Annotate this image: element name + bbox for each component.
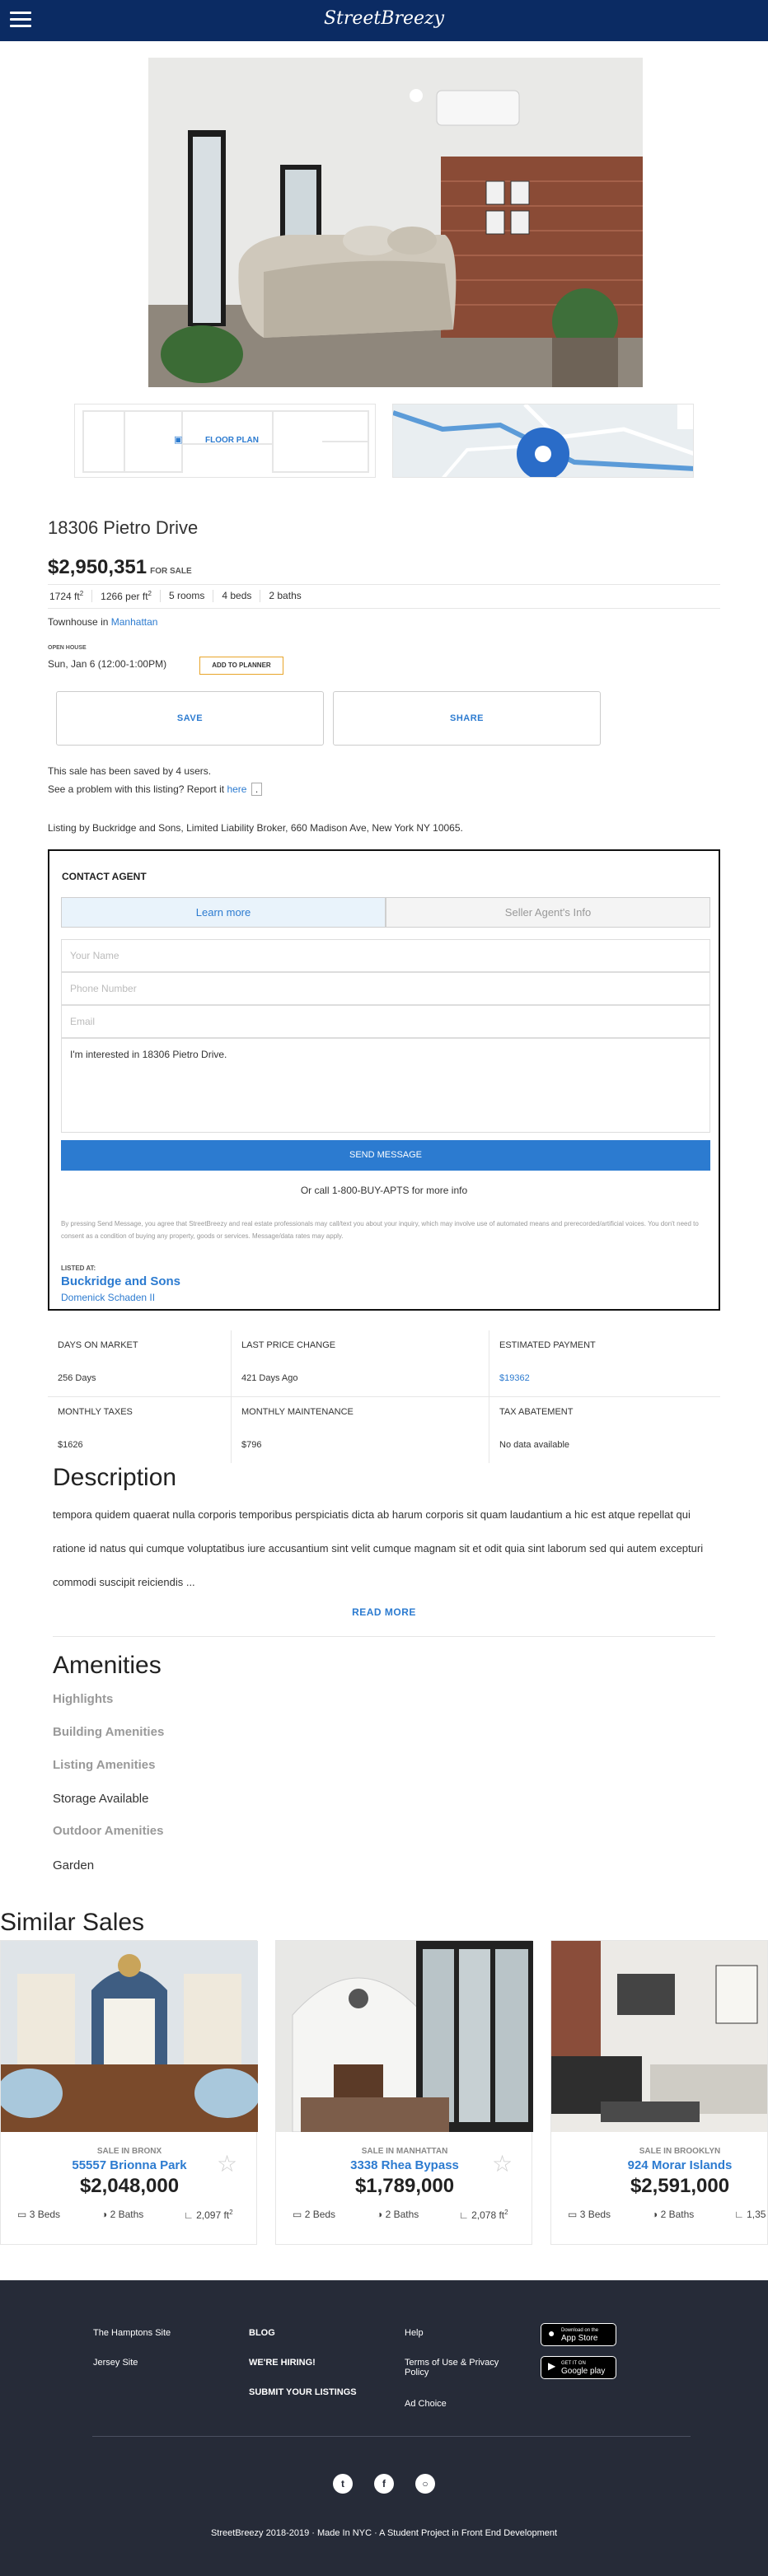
similar-sale-card[interactable] xyxy=(275,1940,532,2245)
amenities-heading: Amenities xyxy=(53,1652,162,1679)
listing-facts-grid xyxy=(48,1330,720,1464)
footer-blog-link[interactable]: BLOG xyxy=(249,2328,275,2338)
tab-seller-agent-info[interactable]: Seller Agent's Info xyxy=(386,897,710,928)
card-beds: ▭ 3 Beds xyxy=(17,2209,61,2220)
stat-sqft: 1724 $ft^2$ xyxy=(49,590,84,602)
description-heading: Description xyxy=(53,1464,177,1491)
email-input[interactable]: Email xyxy=(61,1005,710,1038)
add-to-planner-button[interactable]: ADD TO PLANNER xyxy=(199,657,283,675)
stat-baths: 2 baths xyxy=(260,590,309,602)
footer-hamptons-link[interactable]: The Hamptons Site xyxy=(93,2328,171,2338)
ruler-icon: ∟ xyxy=(459,2209,469,2221)
card-price: $2,048,000 xyxy=(79,2175,180,2197)
google-play-badge[interactable]: ▶ GET IT ON Google play xyxy=(541,2356,616,2379)
price-value: $2,950,351 xyxy=(48,556,148,578)
instagram-icon[interactable]: ○ xyxy=(415,2474,435,2494)
favorite-star-icon[interactable]: ☆ xyxy=(492,2151,513,2176)
card-price: $1,789,000 xyxy=(354,2175,455,2197)
map-thumbnail[interactable] xyxy=(392,404,694,478)
contact-agent-panel xyxy=(48,849,720,1311)
save-button[interactable]: SAVE xyxy=(56,691,324,746)
borough-link[interactable]: Manhattan xyxy=(110,616,158,628)
agent-link[interactable]: Domenick Schaden II xyxy=(61,1292,156,1303)
bedroom-photo-illustration xyxy=(148,58,643,387)
listed-at-label: LISTED AT: xyxy=(61,1265,96,1272)
card-sqft: ∟ 2,097 $ft^2$ xyxy=(184,2209,233,2221)
apple-icon: ● xyxy=(548,2326,555,2340)
fact-tax-abatement: TAX ABATEMENT No data available xyxy=(489,1397,720,1463)
description-text: tempora quidem quaerat nulla corporis temporibus perspiciatis dicta ab harum corporis sit quam laudantium a hic est atque repellat qui ratione id natus qui cumque voluptatibus iure accusantium sint velit cumque magnam sit et odit quia sint laborum sed qui autem excepturi commodi suscipit reiciendis ... xyxy=(53,1508,704,1588)
fact-last-price-change: LAST PRICE CHANGE 421 Days Ago xyxy=(231,1330,489,1396)
card-sqft: ∟ 1,35 xyxy=(734,2209,766,2220)
copyright: StreetBreezy 2018-2019 · Made In NYC · A Student Project in Front End Development xyxy=(210,2528,558,2538)
card-address[interactable]: 924 Morar Islands xyxy=(627,2158,733,2172)
listing-hero-photo[interactable] xyxy=(148,58,643,387)
map-illustration xyxy=(393,404,694,478)
fact-monthly-taxes: MONTHLY TAXES $1626 xyxy=(58,1407,133,1450)
stat-rooms: 5 rooms xyxy=(160,590,213,602)
amenities-outdoor: Outdoor Amenities xyxy=(53,1824,164,1838)
price-tag: FOR SALE xyxy=(150,567,192,576)
favorite-star-icon[interactable]: ☆ xyxy=(217,2151,238,2176)
ruler-icon: ∟ xyxy=(734,2209,744,2220)
read-more-button[interactable]: READ MORE xyxy=(352,1606,416,1618)
tab-learn-more[interactable]: Learn more xyxy=(61,897,386,928)
ruler-icon: ∟ xyxy=(184,2209,194,2221)
card-price: $2,591,000 xyxy=(630,2175,730,2197)
card-baths: ◑ 2 Baths xyxy=(377,2209,419,2220)
property-type: Townhouse xyxy=(48,616,98,628)
call-info: Or call 1-800-BUY-APTS for more info xyxy=(300,1185,468,1196)
bath-icon: ◑ xyxy=(377,2209,383,2220)
floor-plan-icon: ▣ xyxy=(174,435,183,445)
disclaimer-text: By pressing Send Message, you agree that StreetBreezy and real estate professionals may call/text you about your inquiry, which may involve use of automated means and prerecorded/artificial voices. You don't need to consent as a condition of buying any property, goods or services. Message/data rates may apply. xyxy=(61,1220,699,1240)
card-location: SALE IN BRONX xyxy=(96,2147,162,2156)
amenity-item: Garden xyxy=(53,1858,95,1872)
listing-stats xyxy=(48,590,310,602)
listing-broker-line: Listing by Buckridge and Sons, Limited Liability Broker, 660 Madison Ave, New York NY 10065. xyxy=(48,822,463,834)
fact-estimated-payment: ESTIMATED PAYMENT $19362 xyxy=(489,1330,720,1396)
property-type-line: Townhouse in Manhattan xyxy=(48,616,158,628)
fact-monthly-maintenance: MONTHLY MAINTENANCE $796 xyxy=(231,1397,489,1463)
fact-days-on-market: DAYS ON MARKET 256 Days xyxy=(58,1340,138,1383)
bed-icon: ▭ xyxy=(293,2209,302,2220)
share-button[interactable]: SHARE xyxy=(333,691,601,746)
card-location: SALE IN MANHATTAN xyxy=(361,2147,448,2156)
card-sqft: ∟ 2,078 $ft^2$ xyxy=(459,2209,508,2221)
footer-hiring-link[interactable]: WE'RE HIRING! xyxy=(249,2358,316,2368)
contact-agent-title: CONTACT AGENT xyxy=(62,871,147,882)
bath-icon: ◑ xyxy=(101,2209,108,2220)
amenities-highlights: Highlights xyxy=(53,1692,114,1706)
card-beds: ▭ 3 Beds xyxy=(568,2209,611,2220)
card-baths: ◑ 2 Baths xyxy=(652,2209,695,2220)
logo[interactable]: StreetBreezy xyxy=(323,8,445,29)
footer-ad-choice-link[interactable]: Ad Choice xyxy=(405,2399,447,2409)
estimated-payment-link[interactable]: $19362 xyxy=(499,1373,530,1383)
name-input[interactable]: Your Name xyxy=(61,939,710,972)
top-navbar xyxy=(0,0,768,41)
bed-icon: ▭ xyxy=(568,2209,578,2220)
card-address[interactable]: 3338 Rhea Bypass xyxy=(350,2158,459,2172)
bed-icon: ▭ xyxy=(17,2209,27,2220)
card-location: SALE IN BROOKLYN xyxy=(639,2147,721,2156)
report-problem-line: See a problem with this listing? Report it here . xyxy=(48,783,262,796)
listing-price xyxy=(48,556,192,579)
report-here-link[interactable]: here xyxy=(227,783,247,795)
card-baths: ◑ 2 Baths xyxy=(101,2209,144,2220)
send-message-button[interactable]: SEND MESSAGE xyxy=(61,1140,710,1171)
footer-divider xyxy=(92,2436,691,2437)
amenities-building: Building Amenities xyxy=(53,1725,165,1739)
open-house-label: OPEN HOUSE xyxy=(48,645,87,651)
stat-beds: 4 beds xyxy=(213,590,260,602)
play-icon: ▶ xyxy=(548,2360,556,2372)
footer-terms-link[interactable]: Terms of Use & Privacy Policy xyxy=(405,2358,499,2377)
floor-plan-label: FLOOR PLAN xyxy=(205,436,259,445)
broker-link[interactable]: Buckridge and Sons xyxy=(61,1274,181,1288)
similar-sale-card[interactable] xyxy=(550,1940,768,2245)
app-store-badge[interactable]: ● Download on the App Store xyxy=(541,2323,616,2346)
footer-submit-listings-link[interactable]: SUBMIT YOUR LISTINGS xyxy=(249,2387,357,2397)
stat-price-per-sqft: 1266 per $ft^2$ xyxy=(91,590,160,602)
open-house-time: Sun, Jan 6 (12:00-1:00PM) xyxy=(48,658,167,670)
card-address[interactable]: 55557 Brionna Park xyxy=(72,2158,187,2172)
floor-plan-thumbnail[interactable] xyxy=(74,404,376,478)
listing-photo[interactable] xyxy=(1,1941,258,2132)
similar-sale-card[interactable] xyxy=(0,1940,257,2245)
listing-title: 18306 Pietro Drive xyxy=(48,517,199,538)
listing-photo[interactable] xyxy=(276,1941,533,2132)
footer-help-link[interactable]: Help xyxy=(405,2328,424,2338)
facebook-icon[interactable]: f xyxy=(374,2474,394,2494)
phone-input[interactable]: Phone Number xyxy=(61,972,710,1005)
bath-icon: ◑ xyxy=(652,2209,658,2220)
listing-photo[interactable] xyxy=(551,1941,768,2132)
saved-by-count: This sale has been saved by 4 users. xyxy=(48,765,212,777)
footer-jersey-link[interactable]: Jersey Site xyxy=(93,2358,138,2368)
twitter-icon[interactable]: t xyxy=(333,2474,353,2494)
card-beds: ▭ 2 Beds xyxy=(293,2209,336,2220)
message-textarea[interactable]: I'm interested in 18306 Pietro Drive. xyxy=(61,1038,710,1133)
amenities-listing: Listing Amenities xyxy=(53,1758,156,1772)
similar-sales-heading: Similar Sales xyxy=(0,1909,145,1936)
amenity-item: Storage Available xyxy=(53,1792,149,1806)
